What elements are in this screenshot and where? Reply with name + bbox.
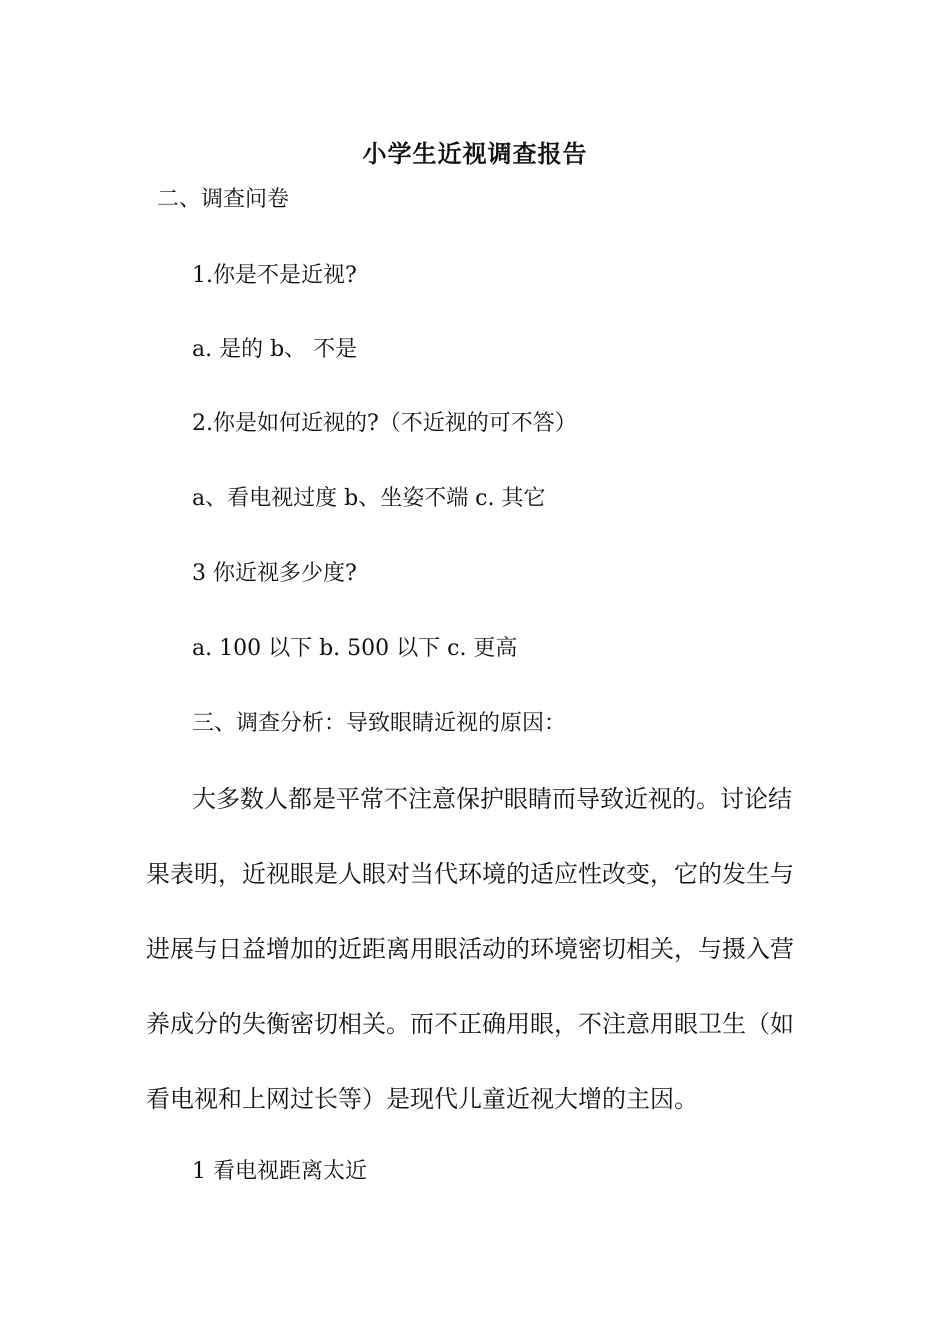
- analysis-line: 大多数人都是平常不注意保护眼睛而导致近视的。讨论结: [192, 785, 792, 813]
- document-title: 小学生近视调查报告: [362, 139, 588, 168]
- point-1: 1 看电视距离太近: [192, 1159, 367, 1184]
- question-2: 2.你是如何近视的?（不近视的可不答）: [192, 411, 577, 436]
- analysis-line: 果表明，近视眼是人眼对当代环境的适应性改变，它的发生与: [146, 860, 794, 888]
- section-heading-analysis: 三、调查分析：导致眼睛近视的原因：: [192, 711, 567, 736]
- question-2-options: a、看电视过度 b、坐姿不端 c. 其它: [192, 486, 546, 511]
- question-3: 3 你近视多少度?: [192, 561, 357, 586]
- question-1-options: a. 是的 b、 不是: [192, 337, 358, 362]
- analysis-line: 看电视和上网过长等）是现代儿童近视大增的主因。: [146, 1085, 698, 1113]
- analysis-paragraph: [146, 762, 806, 1137]
- question-3-options: a. 100 以下 b. 500 以下 c. 更高: [192, 636, 518, 661]
- analysis-line: 进展与日益增加的近距离用眼活动的环境密切相关，与摄入营: [146, 935, 794, 963]
- analysis-line: 养成分的失衡密切相关。而不正确用眼，不注意用眼卫生（如: [146, 1010, 794, 1038]
- section-heading-questionnaire: 二、调查问卷: [157, 187, 290, 212]
- question-1: 1.你是不是近视?: [192, 263, 357, 288]
